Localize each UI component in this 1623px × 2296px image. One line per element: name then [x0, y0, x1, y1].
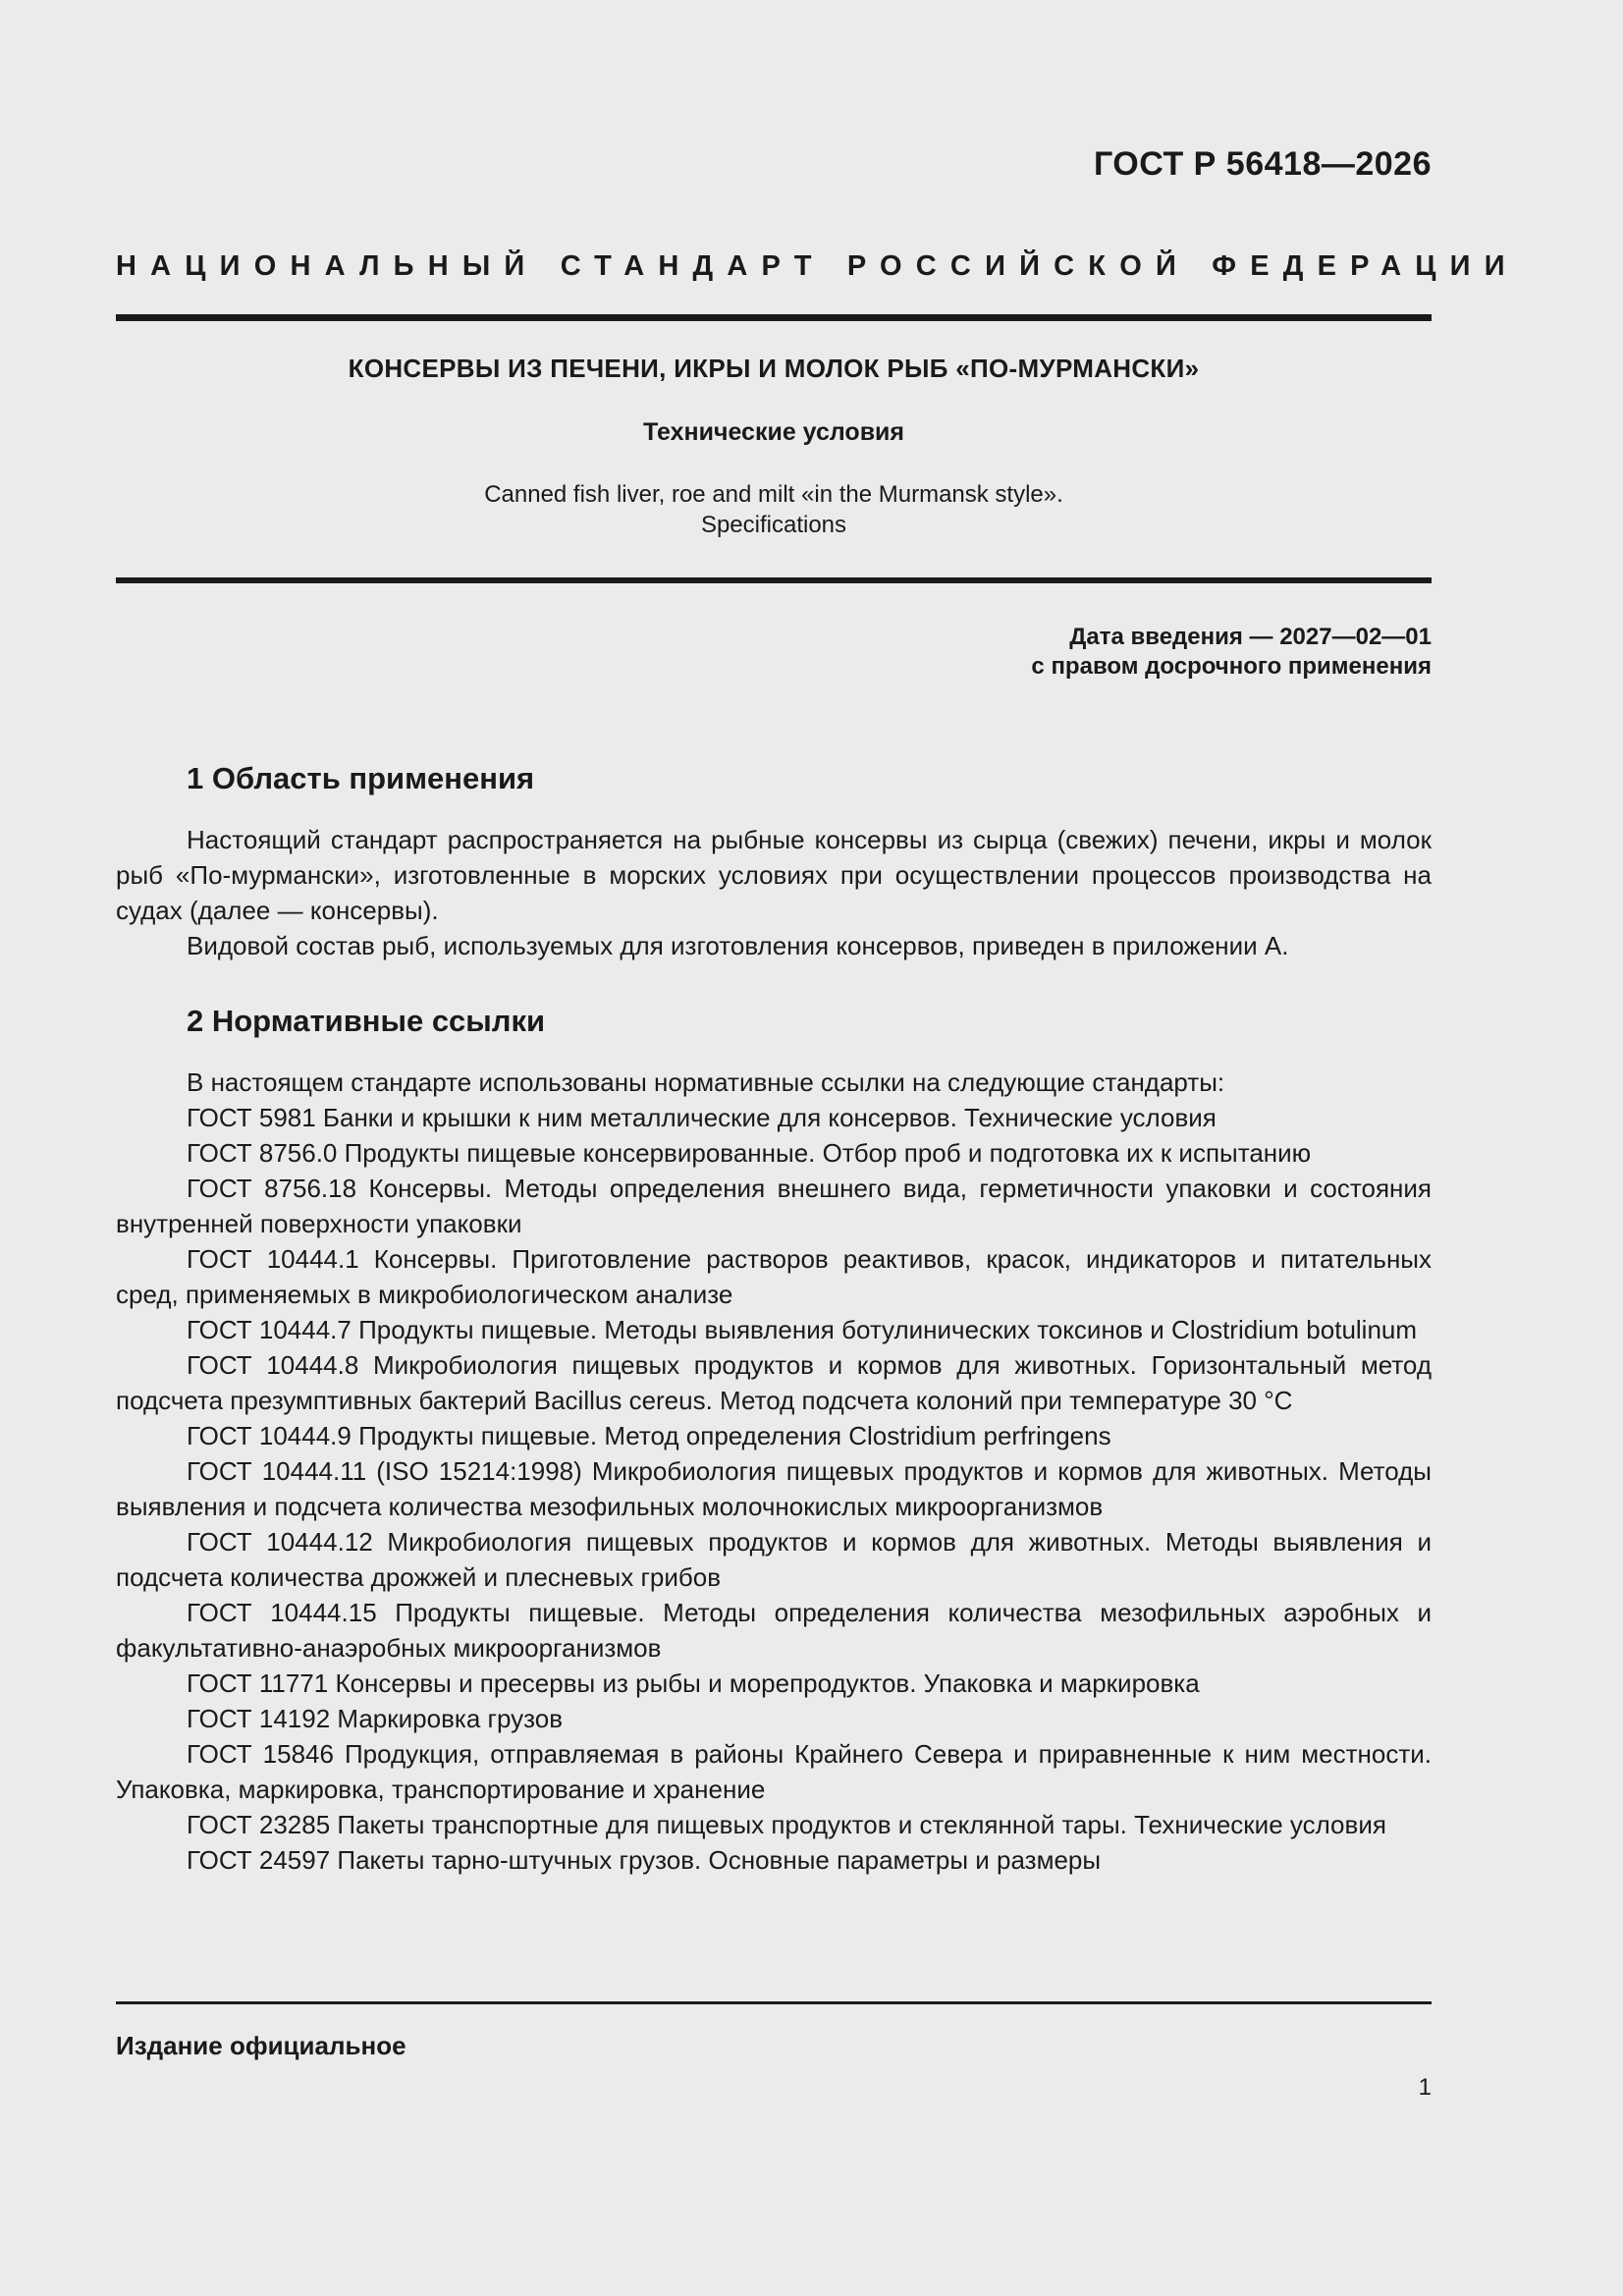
english-title-line-1: Canned fish liver, roe and milt «in the Murmansk style». [484, 481, 1063, 508]
introduction-date-line-1: Дата введения — 2027—02—01 [1069, 624, 1432, 650]
paragraph: В настоящем стандарте использованы нормативные ссылки на следующие стандарты: [187, 1067, 1225, 1097]
reference-item: ГОСТ 23285 Пакеты транспортные для пищевых продуктов и стеклянной тары. Технические условия [187, 1810, 1386, 1839]
english-title-line-2: Specifications [700, 512, 847, 538]
reference-item: ГОСТ 8756.0 Продукты пищевые консервированные. Отбор проб и подготовка их к испытанию [187, 1138, 1312, 1168]
english-title [116, 479, 1432, 540]
reference-item: ГОСТ 24597 Пакеты тарно-штучных грузов. Основные параметры и размеры [187, 1845, 1102, 1875]
footer-divider [116, 2001, 1432, 2004]
top-divider [116, 314, 1432, 321]
reference-item: ГОСТ 8756.18 Консервы. Методы определения внешнего вида, герметичности упаковки и состояния внутренней поверхности упаковки [116, 1174, 1432, 1238]
national-standard-banner: НАЦИОНАЛЬНЫЙ СТАНДАРТ РОССИЙСКОЙ ФЕДЕРАЦИИ [116, 250, 1519, 282]
section-1-heading: 1 Область применения [187, 761, 535, 795]
introduction-date [1031, 623, 1432, 682]
title-divider [116, 577, 1432, 583]
document-subtitle: Технические условия [642, 418, 905, 446]
paragraph: Видовой состав рыб, используемых для изготовления консервов, приведен в приложении А. [187, 931, 1289, 960]
reference-item: ГОСТ 14192 Маркировка грузов [187, 1704, 564, 1733]
document-id: ГОСТ Р 56418—2026 [1093, 145, 1432, 183]
reference-item: ГОСТ 5981 Банки и крышки к ним металлические для консервов. Технические условия [187, 1103, 1217, 1132]
paragraph: Настоящий стандарт распространяется на рыбные консервы из сырца (свежих) печени, икры и молок рыб «По-мурмански», изготовленные в морских условиях при осуществлении процессов производства на судах (далее — консервы). [116, 825, 1432, 925]
reference-item: ГОСТ 10444.15 Продукты пищевые. Методы определения количества мезофильных аэробных и факультативно-анаэробных микроорганизмов [116, 1598, 1432, 1663]
section-2-body [116, 1065, 1432, 1878]
reference-item: ГОСТ 10444.12 Микробиология пищевых продуктов и кормов для животных. Методы выявления и подсчета количества дрожжей и плесневых грибов [116, 1527, 1432, 1592]
reference-item: ГОСТ 11771 Консервы и пресервы из рыбы и морепродуктов. Упаковка и маркировка [187, 1668, 1200, 1698]
reference-item: ГОСТ 10444.1 Консервы. Приготовление растворов реактивов, красок, индикаторов и питательных сред, применяемых в микробиологическом анализе [116, 1244, 1432, 1309]
reference-item: ГОСТ 10444.9 Продукты пищевые. Метод определения Clostridium perfringens [187, 1421, 1111, 1450]
reference-item: ГОСТ 10444.11 (ISO 15214:1998) Микробиология пищевых продуктов и кормов для животных. Методы выявления и подсчета количества мезофильных молочнокислых микроорганизмов [116, 1456, 1432, 1521]
reference-item: ГОСТ 15846 Продукция, отправляемая в районы Крайнего Севера и приравненные к ним местности. Упаковка, маркировка, транспортирование и хранение [116, 1739, 1432, 1804]
document-title: КОНСЕРВЫ ИЗ ПЕЧЕНИ, ИКРЫ И МОЛОК РЫБ «ПО-МУРМАНСКИ» [348, 354, 1200, 383]
page-number: 1 [1418, 2074, 1432, 2101]
section-2-heading: 2 Нормативные ссылки [187, 1004, 546, 1038]
reference-item: ГОСТ 10444.7 Продукты пищевые. Методы выявления ботулинических токсинов и Clostridium botulinum [187, 1315, 1418, 1344]
section-1-body [116, 822, 1432, 963]
introduction-date-line-2: с правом досрочного применения [1031, 653, 1432, 680]
reference-item: ГОСТ 10444.8 Микробиология пищевых продуктов и кормов для животных. Горизонтальный метод подсчета презумптивных бактерий Bacillus cereus. Метод подсчета колоний при температуре 30 °С [116, 1350, 1432, 1415]
official-edition-label: Издание официальное [116, 2031, 406, 2060]
document-page [116, 0, 1519, 2296]
